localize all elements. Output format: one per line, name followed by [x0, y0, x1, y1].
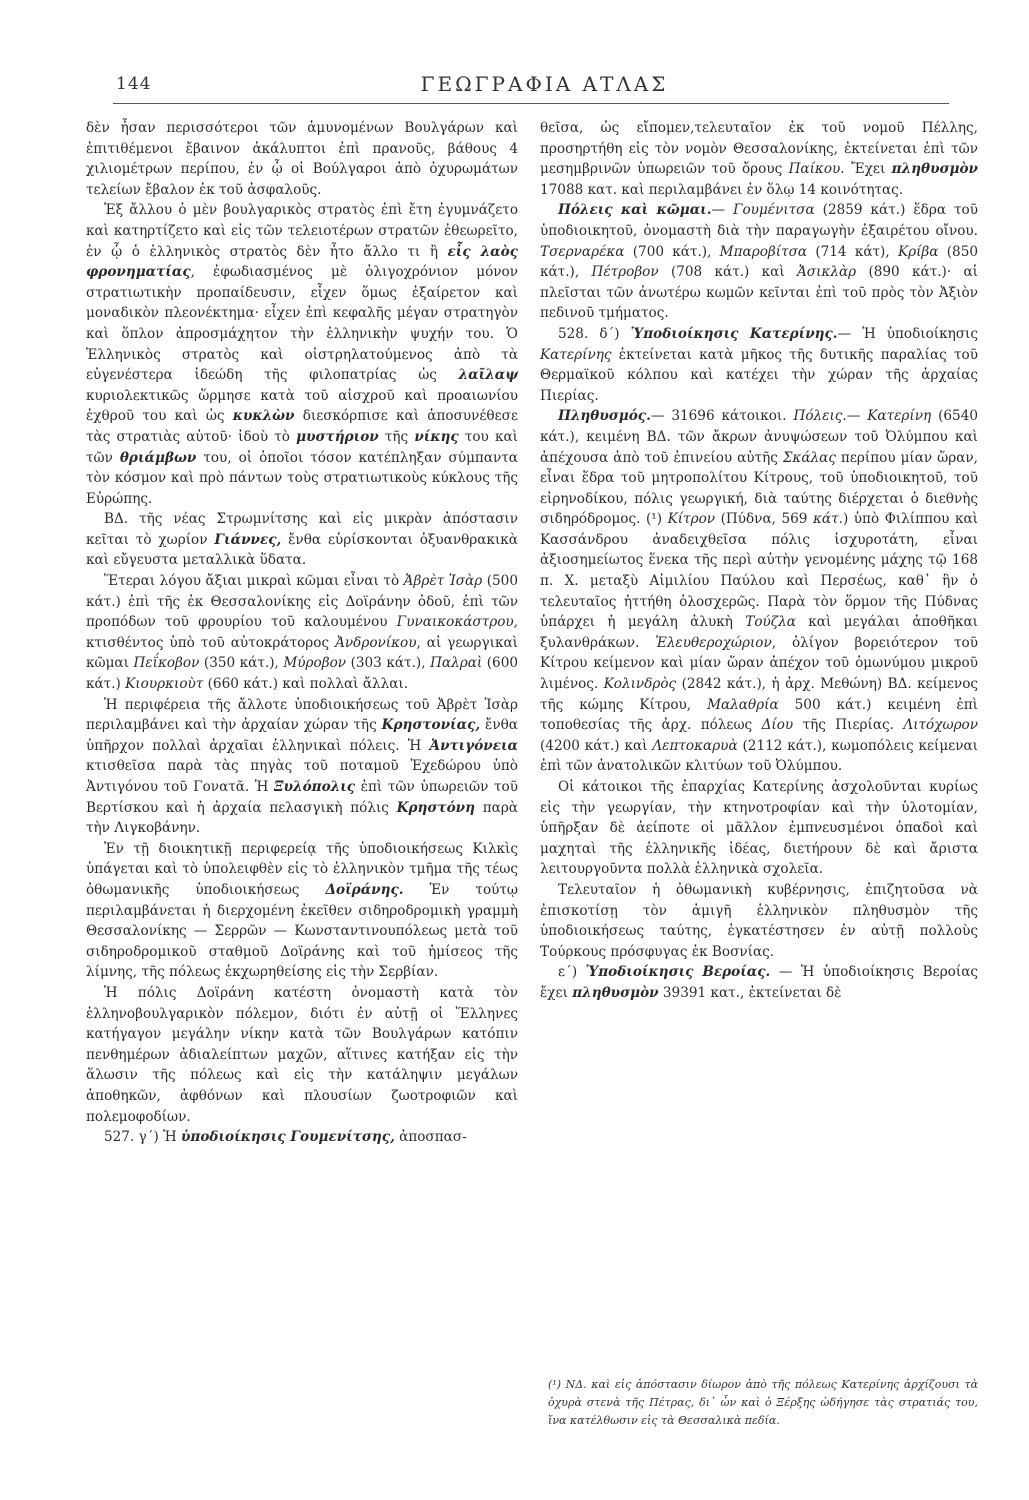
right-paragraph-1: θεῖσα, ὡς εἴπομεν,τελευταῖον ἐκ τοῦ νομοῦ Πέλλης, προσηρτήθη εἰς τὸν νομὸν Θεσσαλονίκης, ἐκτείνεται ἐπὶ τῶν μεσημβρινῶν ὑπωρειῶν τοῦ ὄρους Παίκου. Ἔχει πληθυσμὸν 17088 κατ. καὶ περιλαμβάνει ἐν ὅλῳ 14 κοινότητας. — [540, 120, 978, 198]
right-paragraph-3: 528. δ΄) Ὑποδιοίκησις Κατερίνης.— Ἡ ὑποδιοίκησις Κατερίνης ἐκτείνεται κατὰ μῆκος τῆς δυτικῆς παραλίας τοῦ Θερμαϊκοῦ κόλπου καὶ κατέχει τὴν χώραν τῆς ἀρχαίας Πιερίας. — [540, 325, 978, 404]
page-number: 144 — [116, 74, 152, 94]
left-paragraph-8: 527. γ΄) Ἡ ὑποδιοίκησις Γουμενίτσης, ἀποσπασ- — [104, 1129, 467, 1146]
left-paragraph-3: ΒΔ. τῆς νέας Στρωμνίτσης καὶ εἰς μικρὰν ἀπόστασιν κεῖται τὸ χωρίον Γιάννες, ἔνθα εὑρίσκονται ὀξυανθρακικὰ καὶ εὔγευστα μεταλλικὰ ὕδατα. — [86, 511, 518, 569]
left-paragraph-5: Ἡ περιφέρεια τῆς ἄλλοτε ὑποδιοικήσεως τοῦ Ἀβρὲτ Ἰσὰρ περιλαμβάνει καὶ τὴν ἀρχαίαν χώραν τῆς Κρηστονίας, ἔνθα ὑπῆρχον πολλαὶ ἀρχαῖαι ἑλληνικαὶ πόλεις. Ἡ Ἀντιγόνεια κτισθεῖσα παρὰ τὰς πηγὰς τοῦ ποταμοῦ Ἐχεδώρου ὑπὸ Ἀντιγόνου τοῦ Γονατᾶ. Ἡ Ξυλόπολις ἐπὶ τῶν ὑπωρειῶν τοῦ Βερτίσκου καὶ ἡ ἀρχαία πελασγικὴ πόλις Κρηστόνη παρὰ τὴν Λιγκοβάνην. — [86, 696, 518, 837]
right-paragraph-2: Πόλεις καὶ κῶμαι.— Γουμένιτσα (2859 κάτ.) ἕδρα τοῦ ὑποδιοικητοῦ, ὀνομαστὴ διὰ τὴν παραγωγὴν ἐξαιρέτου οἴνου. Τσερναρέκα (700 κάτ.), Μπαροβίτσα (714 κάτ), Κρίβα (850 κάτ.), Πέτροβον (708 κάτ.) καὶ Ἀσικλὰρ (890 κάτ.)· αἱ πλεῖσται τῶν ἀνωτέρω κωμῶν κεῖνται ἐπὶ τοῦ πρὸς τὸν Ἀξιὸν πεδινοῦ τμήματος. — [540, 202, 978, 322]
left-paragraph-4: Ἕτεραι λόγου ἄξιαι μικραὶ κῶμαι εἶναι τὸ Ἀβρὲτ Ἰσὰρ (500 κάτ.) ἐπὶ τῆς ἐκ Θεσσαλονίκης εἰς Δοϊράνην ὁδοῦ, ἐπὶ τῶν προπόδων τοῦ φρουρίου τοῦ καλουμένου Γυναικοκάστρου, κτισθέντος ὑπὸ τοῦ αὐτοκράτορος Ἀνδρονίκου, αἱ γεωργικαὶ κῶμαι Πεΐκοβον (350 κάτ.), Μύροβον (303 κάτ.), Παλραὶ (600 κάτ.) Κιουρκιοὺτ (660 κάτ.) καὶ πολλαὶ ἄλλαι. — [86, 573, 519, 693]
right-column — [540, 118, 978, 1004]
right-paragraph-7: ε΄) Ὑποδιοίκησις Βεροίας. — Ἡ ὑποδιοίκησις Βεροίας ἔχει πληθυσμὸν 39391 κατ., ἐκτείνεται δὲ — [540, 964, 978, 1001]
right-paragraph-6: Τελευταῖον ἡ ὀθωμανικὴ κυβέρνησις, ἐπιζητοῦσα νὰ ἐπισκοτίσῃ τὸν ἀμιγῆ ἑλληνικὸν πληθυσμὸν τῆς ὑποδιοικήσεως ταύτης, ἐγκατέστησεν ἐν αὐτῇ πολλοὺς Τούρκους πρόσφυγας ἐκ Βοσνίας. — [540, 881, 978, 960]
left-column — [86, 118, 518, 1148]
right-paragraph-4: Πληθυσμός.— 31696 κάτοικοι. Πόλεις.— Κατερίνη (6540 κάτ.), κειμένη ΒΔ. τῶν ἄκρων ἀνυψώσεων τοῦ Ὀλύμπου καὶ ἀπέχουσα ἀπὸ τοῦ ἐπινείου αὐτῆς Σκάλας περίπου μίαν ὥραν, εἶναι ἕδρα τοῦ μητροπολίτου Κίτρους, τοῦ ὑποδιοικητοῦ, τοῦ εἰρηνοδίκου, πόλις γεωργική, διὰ ταύτης διέρχεται ὁ διεθνὴς σιδηρόδρομος. (¹) Κίτρον (Πύδνα, 569 κάτ.) ὑπὸ Φιλίππου καὶ Κασσάνδρου ἀναδειχθεῖσα πόλις ἰσχυροτάτη, εἶναι ἀξιοσημείωτος ἕνεκα τῆς περὶ αὐτὴν γενομένης μάχης τῷ 168 π. Χ. μεταξὺ Αἰμιλίου Παύλου καὶ Περσέως, καθ᾿ ἣν ὁ τελευταῖος ἡττήθη ὁλοσχερῶς. Παρὰ τὸν ὅρμον τῆς Πύδνας ὑπάρχει ἡ μεγάλη ἁλυκὴ Τούζλα καὶ μεγάλαι ἀποθῆκαι ξυλανθράκων. Ἐλευθεροχώριον, ὀλίγον βορειότερον τοῦ Κίτρου κείμενον καὶ μίαν ὥραν ἀπέχον τοῦ ὁμωνύμου μικροῦ λιμένος. Κολινδρὸς (2842 κάτ.), ἡ ἀρχ. Μεθώνη) ΒΔ. κείμενος τῆς κώμης Κίτρου, Μαλαθρία 500 κάτ.) κειμένη ἐπὶ τοποθεσίας τῆς ἀρχ. πόλεως Δίου τῆς Πιερίας. Λιτόχωρον (4200 κάτ.) καὶ Λεπτοκαρυὰ (2112 κάτ.), κωμοπόλεις κείμεναι ἐπὶ τῶν ἀνατολικῶν κλιτύων τοῦ Ὀλύμπου. — [540, 408, 979, 775]
right-paragraph-5: Οἱ κάτοικοι τῆς ἐπαρχίας Κατερίνης ἀσχολοῦνται κυρίως εἰς τὴν γεωργίαν, τὴν κτηνοτροφίαν καὶ τὴν ὑλοτομίαν, ὑπῆρξαν δὲ ἀείποτε οἱ μᾶλλον ἐμπνευσμένοι ὁπαδοὶ καὶ μαχηταὶ τῆς ἑλληνικῆς ἰδέας, διετήρουν δὲ καὶ ἄριστα λειτουργοῦντα πολλὰ ἑλληνικὰ σχολεῖα. — [540, 779, 978, 878]
left-paragraph-6: Ἐν τῇ διοικητικῇ περιφερείᾳ τῆς ὑποδιοικήσεως Κιλκὶς ὑπάγεται καὶ τὸ ὑπολειφθὲν εἰς τὸ ἑλληνικὸν τμῆμα τῆς τέως ὀθωμανικῆς ὑποδιοικήσεως Δοϊράνης. Ἐν τούτῳ περιλαμβάνεται ἡ διερχομένη ἐκεῖθεν σιδηροδρομικὴ γραμμὴ Θεσσαλονίκης — Σερρῶν — Κωνσταντινουπόλεως μετὰ τοῦ σιδηροδρομικοῦ σταθμοῦ Δοϊράνης καὶ τοῦ ἡμίσεος τῆς λίμνης, τῆς πόλεως ἐκχωρηθείσης εἰς τὴν Σερβίαν. — [86, 840, 519, 981]
header-rule — [113, 103, 949, 104]
footnote: (¹) ΝΔ. καὶ εἰς ἀπόστασιν δίωρον ἀπὸ τῆς πόλεως Κατερίνης ἀρχίζουσι τὰ ὀχυρὰ στενὰ τῆς Πέτρας, δι᾿ ὧν καὶ ὁ Ξέρξης ὡδήγησε τὰς στρατιάς του, ἵνα κατέλθωσιν εἰς τὰ Θεσσαλικὰ πεδία. — [548, 1378, 978, 1427]
running-title: ΓΕΩΓΡΑΦΙΑ ΑΤΛΑΣ — [420, 72, 669, 96]
left-paragraph-7: Ἡ πόλις Δοϊράνη κατέστη ὀνομαστὴ κατὰ τὸν ἑλληνοβουλγαρικὸν πόλεμον, διότι ἐν αὐτῇ οἱ Ἕλληνες κατήγαγον μεγάλην νίκην κατὰ τῶν Βουλγάρων κατόπιν πενθημέρων ἀδιαλείπτων μαχῶν, αἵτινες κατήξαν εἰς τὴν ἅλωσιν τῆς πόλεως καὶ εἰς τὴν κατάληψιν μεγάλων ἀποθηκῶν, ἀφθόνων καὶ πλουσίων ζωοτροφιῶν καὶ πολεμοφοδίων. — [86, 984, 518, 1125]
left-paragraph-1: δὲν ἦσαν περισσότεροι τῶν ἀμυνομένων Βουλγάρων καὶ ἐπιτιθέμενοι ἔβαινον ἀκάλυπτοι ἐπὶ πρανοῦς, βάθους 4 χιλιομέτρων περίπου, ἐν ᾧ οἱ Βούλγαροι ἀπὸ ὀχυρωμάτων τελείων ἔβαλον ἐκ τοῦ ἀσφαλοῦς. — [86, 120, 518, 198]
left-paragraph-2: Ἐξ ἄλλου ὁ μὲν βουλγαρικὸς στρατὸς ἐπὶ ἔτη ἐγυμνάζετο καὶ κατηρτίζετο καὶ εἰς τῶν τελειοτέρων στρατῶν ἐθεωρεῖτο, ἐν ᾧ ὁ ἑλληνικὸς στρατὸς δὲν ἦτο ἄλλο τι ἢ εἷς λαὸς φρονηματίας, ἐφωδιασμένος μὲ ὀλιγοχρόνιον μόνον στρατιωτικὴν προπαίδευσιν, εἶχεν ὅμως ἐξαίρετον καὶ μοναδικὸν πλεονέκτημα· εἶχεν ἐπὶ κεφαλῆς μέγαν στρατηγὸν καὶ ὅπλον ἀπροσμάχητον τὴν ἑλληνικὴν ψυχήν του. Ὁ Ἑλληνικὸς στρατὸς καὶ οἰστρηλατούμενος ἀπὸ τὰ εὐγενέστερα ἰδεώδη τῆς φιλοπατρίας ὡς λαῖλαψ κυριολεκτικῶς ὥρμησε κατὰ τοῦ αἰσχροῦ καὶ προαιωνίου ἐχθροῦ του καὶ ὡς κυκλὼν διεσκόρπισε καὶ ἀποσυνέθεσε τὰς στρατιὰς αὐτοῦ· ἰδοὺ τὸ μυστήριον τῆς νίκης του καὶ τῶν θριάμβων του, οἱ ὁποῖοι τόσον κατέπληξαν σύμπαντα τὸν κόσμον καὶ πρὸ πάντων τοὺς στρατιωτικοὺς κύκλους τῆς Εὐρώπης. — [86, 202, 518, 507]
